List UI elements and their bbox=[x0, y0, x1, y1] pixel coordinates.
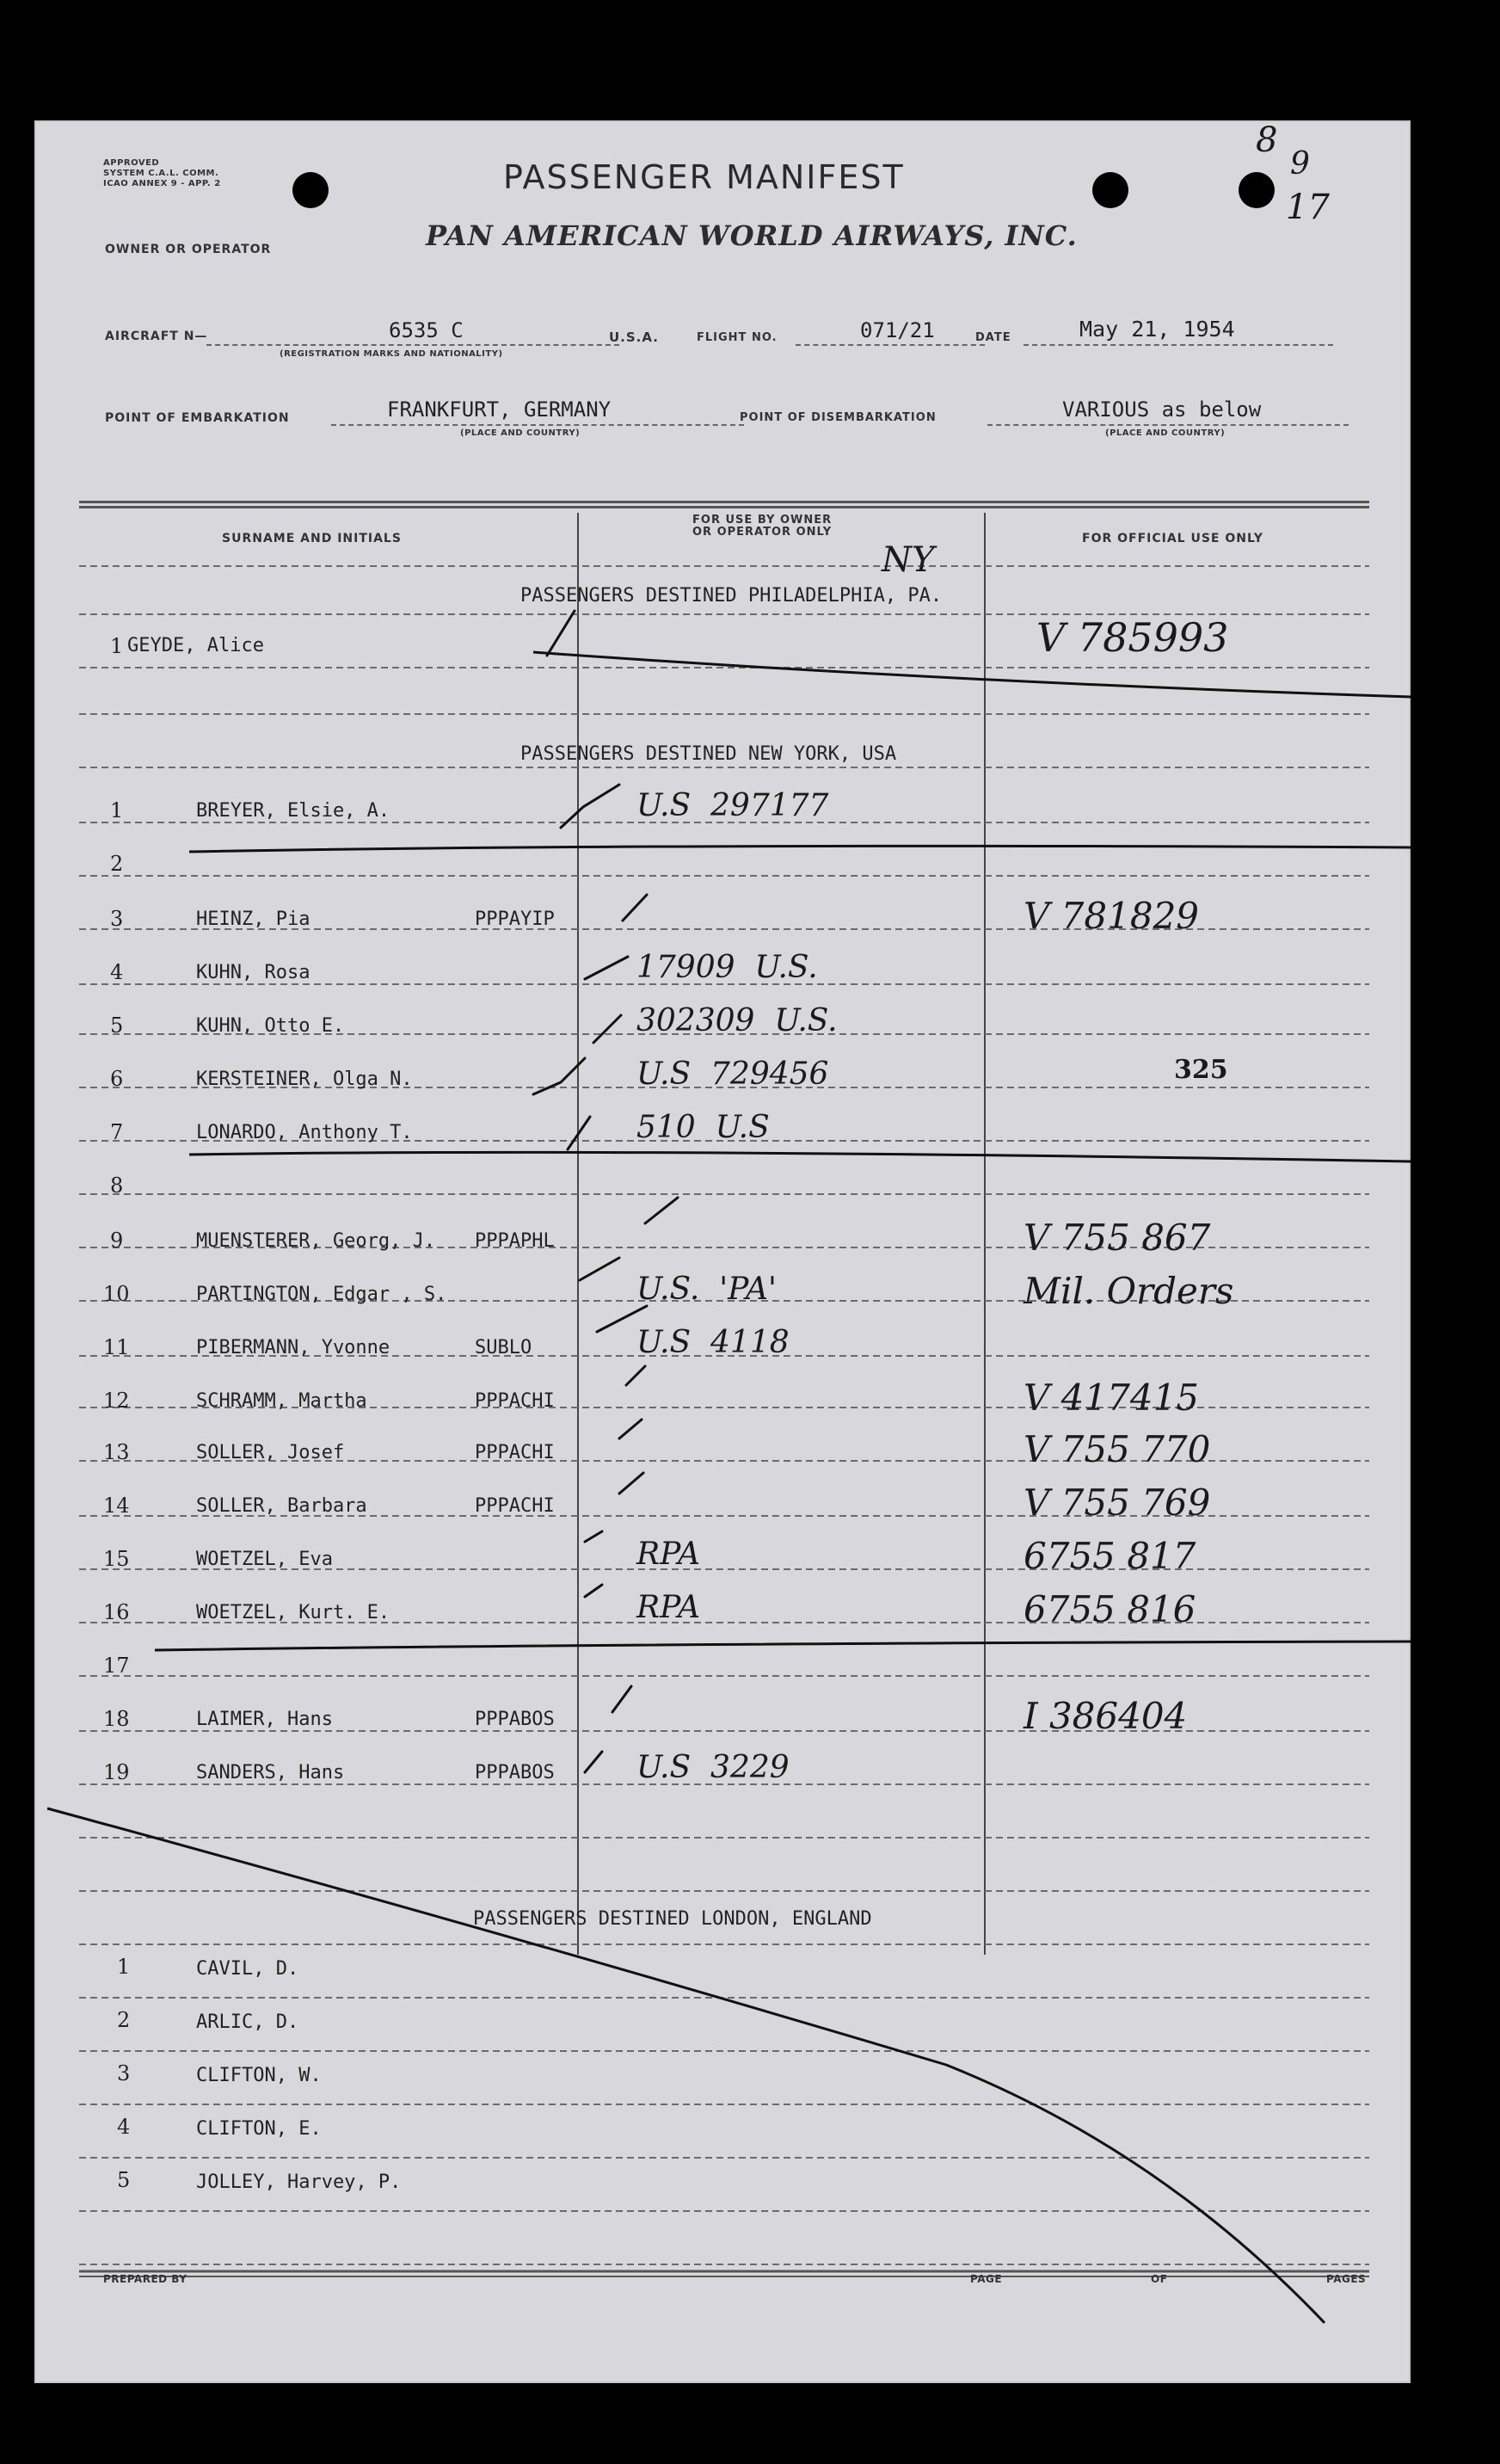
newyork-row-number: 14 bbox=[103, 1494, 130, 1518]
newyork-passenger-name: LAIMER, Hans bbox=[196, 1709, 333, 1730]
disembark-sublabel: (PLACE AND COUNTRY) bbox=[1105, 428, 1226, 438]
london-passenger-name: ARLIC, D. bbox=[196, 2011, 299, 2033]
manifest-sheet bbox=[34, 120, 1411, 2383]
newyork-official-note: 6755 816 bbox=[1024, 1588, 1196, 1630]
flight-label: FLIGHT NO. bbox=[697, 331, 778, 344]
newyork-owner-note: 17909 U.S. bbox=[636, 950, 818, 985]
newyork-owner-note: 510 U.S bbox=[636, 1110, 770, 1145]
col-owner-header: FOR USE BY OWNER OR OPERATOR ONLY bbox=[692, 514, 833, 539]
newyork-row-number: 19 bbox=[103, 1760, 130, 1784]
newyork-passenger-name: LONARDO, Anthony T. bbox=[196, 1122, 413, 1143]
newyork-official-note: 6755 817 bbox=[1024, 1535, 1196, 1577]
newyork-row-number: 3 bbox=[110, 907, 124, 931]
newyork-official-note: V 755 769 bbox=[1024, 1481, 1211, 1524]
newyork-row-number: 8 bbox=[110, 1173, 124, 1198]
london-passenger-name: CAVIL, D. bbox=[196, 1958, 299, 1980]
newyork-row-number: 2 bbox=[110, 852, 124, 876]
newyork-row-number: 11 bbox=[103, 1335, 130, 1359]
newyork-passenger-name: SOLLER, Barbara bbox=[196, 1495, 367, 1517]
owner-label: OWNER OR OPERATOR bbox=[105, 243, 272, 256]
newyork-passenger-name: WOETZEL, Kurt. E. bbox=[196, 1602, 390, 1623]
newyork-row-number: 17 bbox=[103, 1654, 130, 1678]
footer-of-label: OF bbox=[1151, 2273, 1168, 2285]
london-row-number: 5 bbox=[117, 2168, 131, 2192]
date-value: May 21, 1954 bbox=[1079, 317, 1235, 342]
newyork-row-number: 7 bbox=[110, 1120, 124, 1144]
corner-number-top: 8 bbox=[1256, 120, 1278, 160]
newyork-passenger-name: HEINZ, Pia bbox=[196, 909, 310, 930]
newyork-row-number: 1 bbox=[110, 798, 124, 822]
newyork-passenger-name: BREYER, Elsie, A. bbox=[196, 800, 390, 822]
newyork-passenger-code: PPPAPHL bbox=[475, 1230, 555, 1252]
london-row-number: 4 bbox=[117, 2115, 131, 2139]
philadelphia-row-number: 1 bbox=[110, 634, 124, 658]
newyork-passenger-name: KERSTEINER, Olga N. bbox=[196, 1069, 413, 1090]
newyork-passenger-code: PPPABOS bbox=[475, 1709, 555, 1730]
aircraft-label: AIRCRAFT N— bbox=[105, 330, 208, 343]
newyork-official-note: V 755 770 bbox=[1024, 1428, 1211, 1470]
london-passenger-name: CLIFTON, W. bbox=[196, 2065, 322, 2086]
approved-note: APPROVED SYSTEM C.A.L. COMM. ICAO ANNEX 9 - APP. 2 bbox=[103, 158, 221, 188]
newyork-row-number: 9 bbox=[110, 1229, 124, 1253]
newyork-row-number: 15 bbox=[103, 1547, 130, 1571]
newyork-official-note: V 781829 bbox=[1024, 895, 1200, 937]
philadelphia-heading: PASSENGERS DESTINED PHILADELPHIA, PA. bbox=[520, 585, 943, 607]
newyork-passenger-code: PPPACHI bbox=[475, 1442, 555, 1463]
newyork-passenger-name: WOETZEL, Eva bbox=[196, 1549, 333, 1570]
newyork-passenger-name: PIBERMANN, Yvonne bbox=[196, 1337, 390, 1358]
aircraft-sublabel: (REGISTRATION MARKS AND NATIONALITY) bbox=[280, 349, 503, 359]
operator-name: PAN AMERICAN WORLD AIRWAYS, INC. bbox=[426, 219, 1078, 252]
newyork-row-number: 10 bbox=[103, 1282, 130, 1306]
newyork-passenger-code: PPPAYIP bbox=[475, 909, 555, 930]
usa-label: U.S.A. bbox=[609, 330, 659, 345]
date-label: DATE bbox=[975, 331, 1011, 344]
newyork-passenger-name: SOLLER, Josef bbox=[196, 1442, 345, 1463]
newyork-passenger-code: SUBLO bbox=[475, 1337, 532, 1358]
london-row-number: 2 bbox=[117, 2008, 131, 2032]
footer-prepared-label: PREPARED BY bbox=[103, 2273, 188, 2285]
newyork-passenger-name: SCHRAMM, Martha bbox=[196, 1390, 367, 1412]
aircraft-value: 6535 C bbox=[389, 318, 464, 342]
newyork-owner-note: U.S 729456 bbox=[636, 1056, 829, 1092]
newyork-row-number: 18 bbox=[103, 1707, 130, 1731]
newyork-heading: PASSENGERS DESTINED NEW YORK, USA bbox=[520, 743, 897, 765]
london-row-number: 3 bbox=[117, 2061, 131, 2085]
col-surname-header: SURNAME AND INITIALS bbox=[222, 532, 402, 545]
philadelphia-correction: NY bbox=[882, 540, 935, 580]
newyork-passenger-name: PARTINGTON, Edgar , S. bbox=[196, 1284, 447, 1305]
page-title: PASSENGER MANIFEST bbox=[503, 158, 905, 196]
newyork-owner-note: U.S 297177 bbox=[636, 788, 829, 823]
corner-number-bottom: 17 bbox=[1286, 188, 1330, 227]
disembark-label: POINT OF DISEMBARKATION bbox=[740, 411, 937, 424]
newyork-owner-note: U.S 3229 bbox=[636, 1750, 790, 1785]
newyork-official-note: V 755 867 bbox=[1024, 1217, 1211, 1259]
newyork-official-note: V 417415 bbox=[1024, 1377, 1200, 1419]
newyork-passenger-name: SANDERS, Hans bbox=[196, 1762, 345, 1783]
newyork-passenger-code: PPPACHI bbox=[475, 1390, 555, 1412]
footer-pages-label: PAGES bbox=[1326, 2273, 1367, 2285]
embark-value: FRANKFURT, GERMANY bbox=[387, 397, 612, 422]
disembark-value: VARIOUS as below bbox=[1062, 397, 1262, 422]
embark-label: POINT OF EMBARKATION bbox=[105, 411, 290, 425]
london-heading: PASSENGERS DESTINED LONDON, ENGLAND bbox=[473, 1908, 872, 1930]
newyork-official-note: Mil. Orders bbox=[1024, 1270, 1234, 1312]
newyork-passenger-name: KUHN, Otto E. bbox=[196, 1015, 345, 1037]
london-passenger-name: JOLLEY, Harvey, P. bbox=[196, 2171, 402, 2193]
newyork-row-number: 16 bbox=[103, 1600, 130, 1624]
flight-value: 071/21 bbox=[860, 318, 935, 342]
embark-sublabel: (PLACE AND COUNTRY) bbox=[460, 428, 581, 438]
newyork-passenger-code: PPPACHI bbox=[475, 1495, 555, 1517]
col-official-header: FOR OFFICIAL USE ONLY bbox=[1082, 532, 1263, 545]
london-passenger-name: CLIFTON, E. bbox=[196, 2118, 322, 2140]
corner-number-mid: 9 bbox=[1290, 146, 1310, 182]
philadelphia-passenger-name: GEYDE, Alice bbox=[127, 635, 264, 656]
newyork-owner-note: RPA bbox=[636, 1537, 701, 1572]
newyork-owner-note: U.S 4118 bbox=[636, 1325, 790, 1360]
newyork-owner-note: U.S. 'PA' bbox=[636, 1272, 777, 1307]
newyork-owner-note: RPA bbox=[636, 1590, 701, 1625]
newyork-passenger-code: PPPABOS bbox=[475, 1762, 555, 1783]
london-row-number: 1 bbox=[117, 1955, 131, 1979]
newyork-row-number: 5 bbox=[110, 1013, 124, 1038]
newyork-owner-note: 302309 U.S. bbox=[636, 1003, 838, 1038]
newyork-row-number: 4 bbox=[110, 960, 124, 984]
newyork-passenger-name: MUENSTERER, Georg, J. bbox=[196, 1230, 436, 1252]
philadelphia-official-note: V 785993 bbox=[1036, 614, 1229, 661]
footer-page-label: PAGE bbox=[970, 2273, 1003, 2285]
newyork-row-number: 13 bbox=[103, 1440, 130, 1464]
newyork-passenger-name: KUHN, Rosa bbox=[196, 962, 310, 983]
newyork-row-number: 12 bbox=[103, 1389, 130, 1413]
newyork-official-note: 325 bbox=[1174, 1055, 1228, 1085]
newyork-official-note: I 386404 bbox=[1024, 1695, 1188, 1737]
newyork-row-number: 6 bbox=[110, 1067, 124, 1091]
